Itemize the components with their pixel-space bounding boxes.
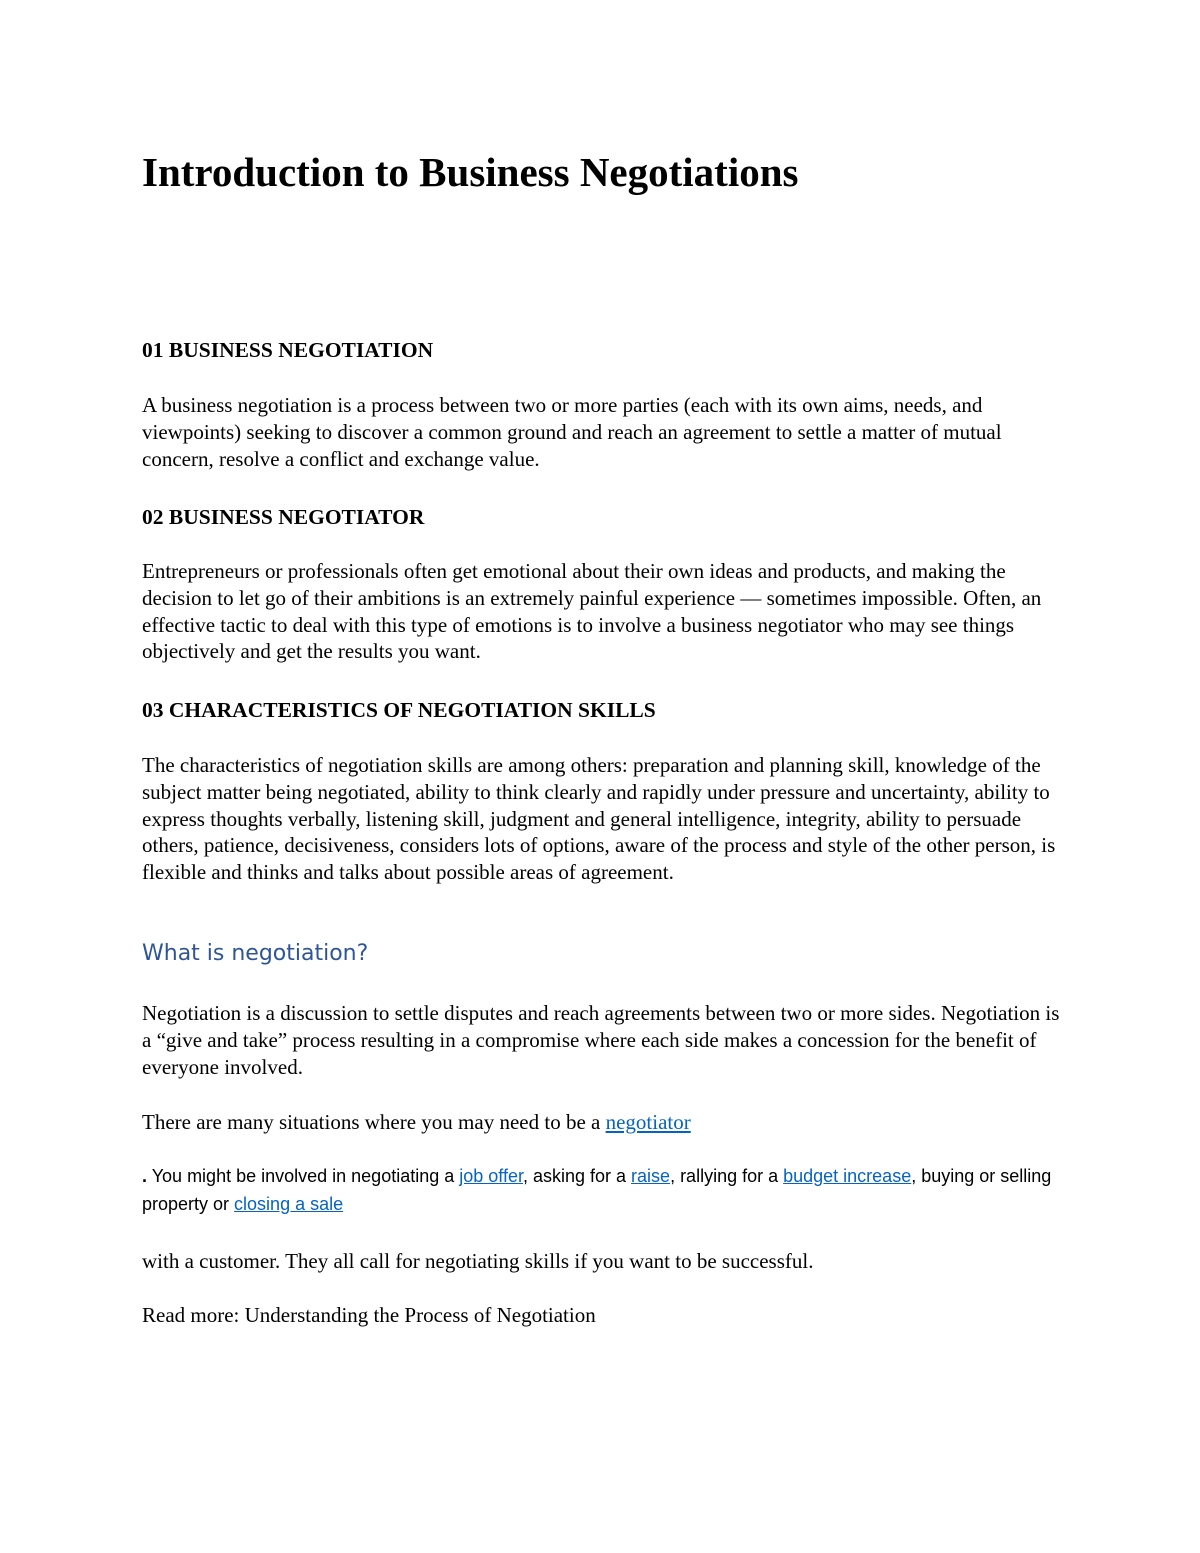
- budget-increase-link[interactable]: budget increase: [783, 1166, 912, 1186]
- raise-link[interactable]: raise: [631, 1166, 671, 1186]
- document-title: Introduction to Business Negotiations: [142, 149, 799, 195]
- examples-text-4: , buying or selling property or: [142, 1166, 1052, 1214]
- section-body-characteristics: The characteristics of negotiation skills are among others: preparation and planning skill, knowledge of the subject matter being negotiated, ability to think clearly and rapidly under pressure and uncertainty, ability to express thoughts verbally, listening skill, judgment and general intelligence, integrity, ability to persuade others, patience, decisiveness, considers lots of options, aware of the process and style of the other person, is flexible and thinks and talks about possible areas of agreement.: [142, 753, 1056, 885]
- job-offer-link[interactable]: job offer: [459, 1166, 523, 1186]
- section-heading-characteristics: 03 CHARACTERISTICS OF NEGOTIATION SKILLS: [142, 698, 656, 722]
- examples-lead-dot: .: [142, 1166, 148, 1186]
- situations-text: There are many situations where you may need to be a: [142, 1110, 606, 1134]
- read-more-line: Read more: Understanding the Process of Negotiation: [142, 1303, 596, 1327]
- section-heading-business-negotiation: 01 BUSINESS NEGOTIATION: [142, 338, 434, 362]
- examples-paragraph: [142, 1162, 1072, 1218]
- customer-line: with a customer. They all call for negotiating skills if you want to be successful.: [142, 1249, 814, 1273]
- negotiation-definition: Negotiation is a discussion to settle disputes and reach agreements between two or more sides. Negotiation is a “give and take” process resulting in a compromise where each side makes a concession for the benefit of everyone involved.: [142, 1001, 1060, 1079]
- closing-a-sale-link[interactable]: closing a sale: [234, 1194, 344, 1214]
- section-heading-business-negotiator: 02 BUSINESS NEGOTIATOR: [142, 505, 425, 529]
- examples-text-3: , rallying for a: [670, 1166, 784, 1186]
- what-is-negotiation-heading: What is negotiation?: [142, 941, 369, 966]
- negotiator-link[interactable]: negotiator: [605, 1110, 691, 1134]
- section-body-business-negotiator: Entrepreneurs or professionals often get emotional about their own ideas and products, and making the decision to let go of their ambitions is an extremely painful experience — sometimes impossible. Often, an effective tactic to deal with this type of emotions is to involve a business negotiator who may see things objectively and get the results you want.: [142, 559, 1042, 664]
- examples-text-1: You might be involved in negotiating a: [147, 1166, 460, 1186]
- examples-text-2: , asking for a: [522, 1166, 632, 1186]
- section-body-business-negotiation: A business negotiation is a process between two or more parties (each with its own aims, needs, and viewpoints) seeking to discover a common ground and reach an agreement to settle a matter of mutual concern, resolve a conflict and exchange value.: [142, 393, 1002, 471]
- situations-paragraph: [142, 1109, 1072, 1136]
